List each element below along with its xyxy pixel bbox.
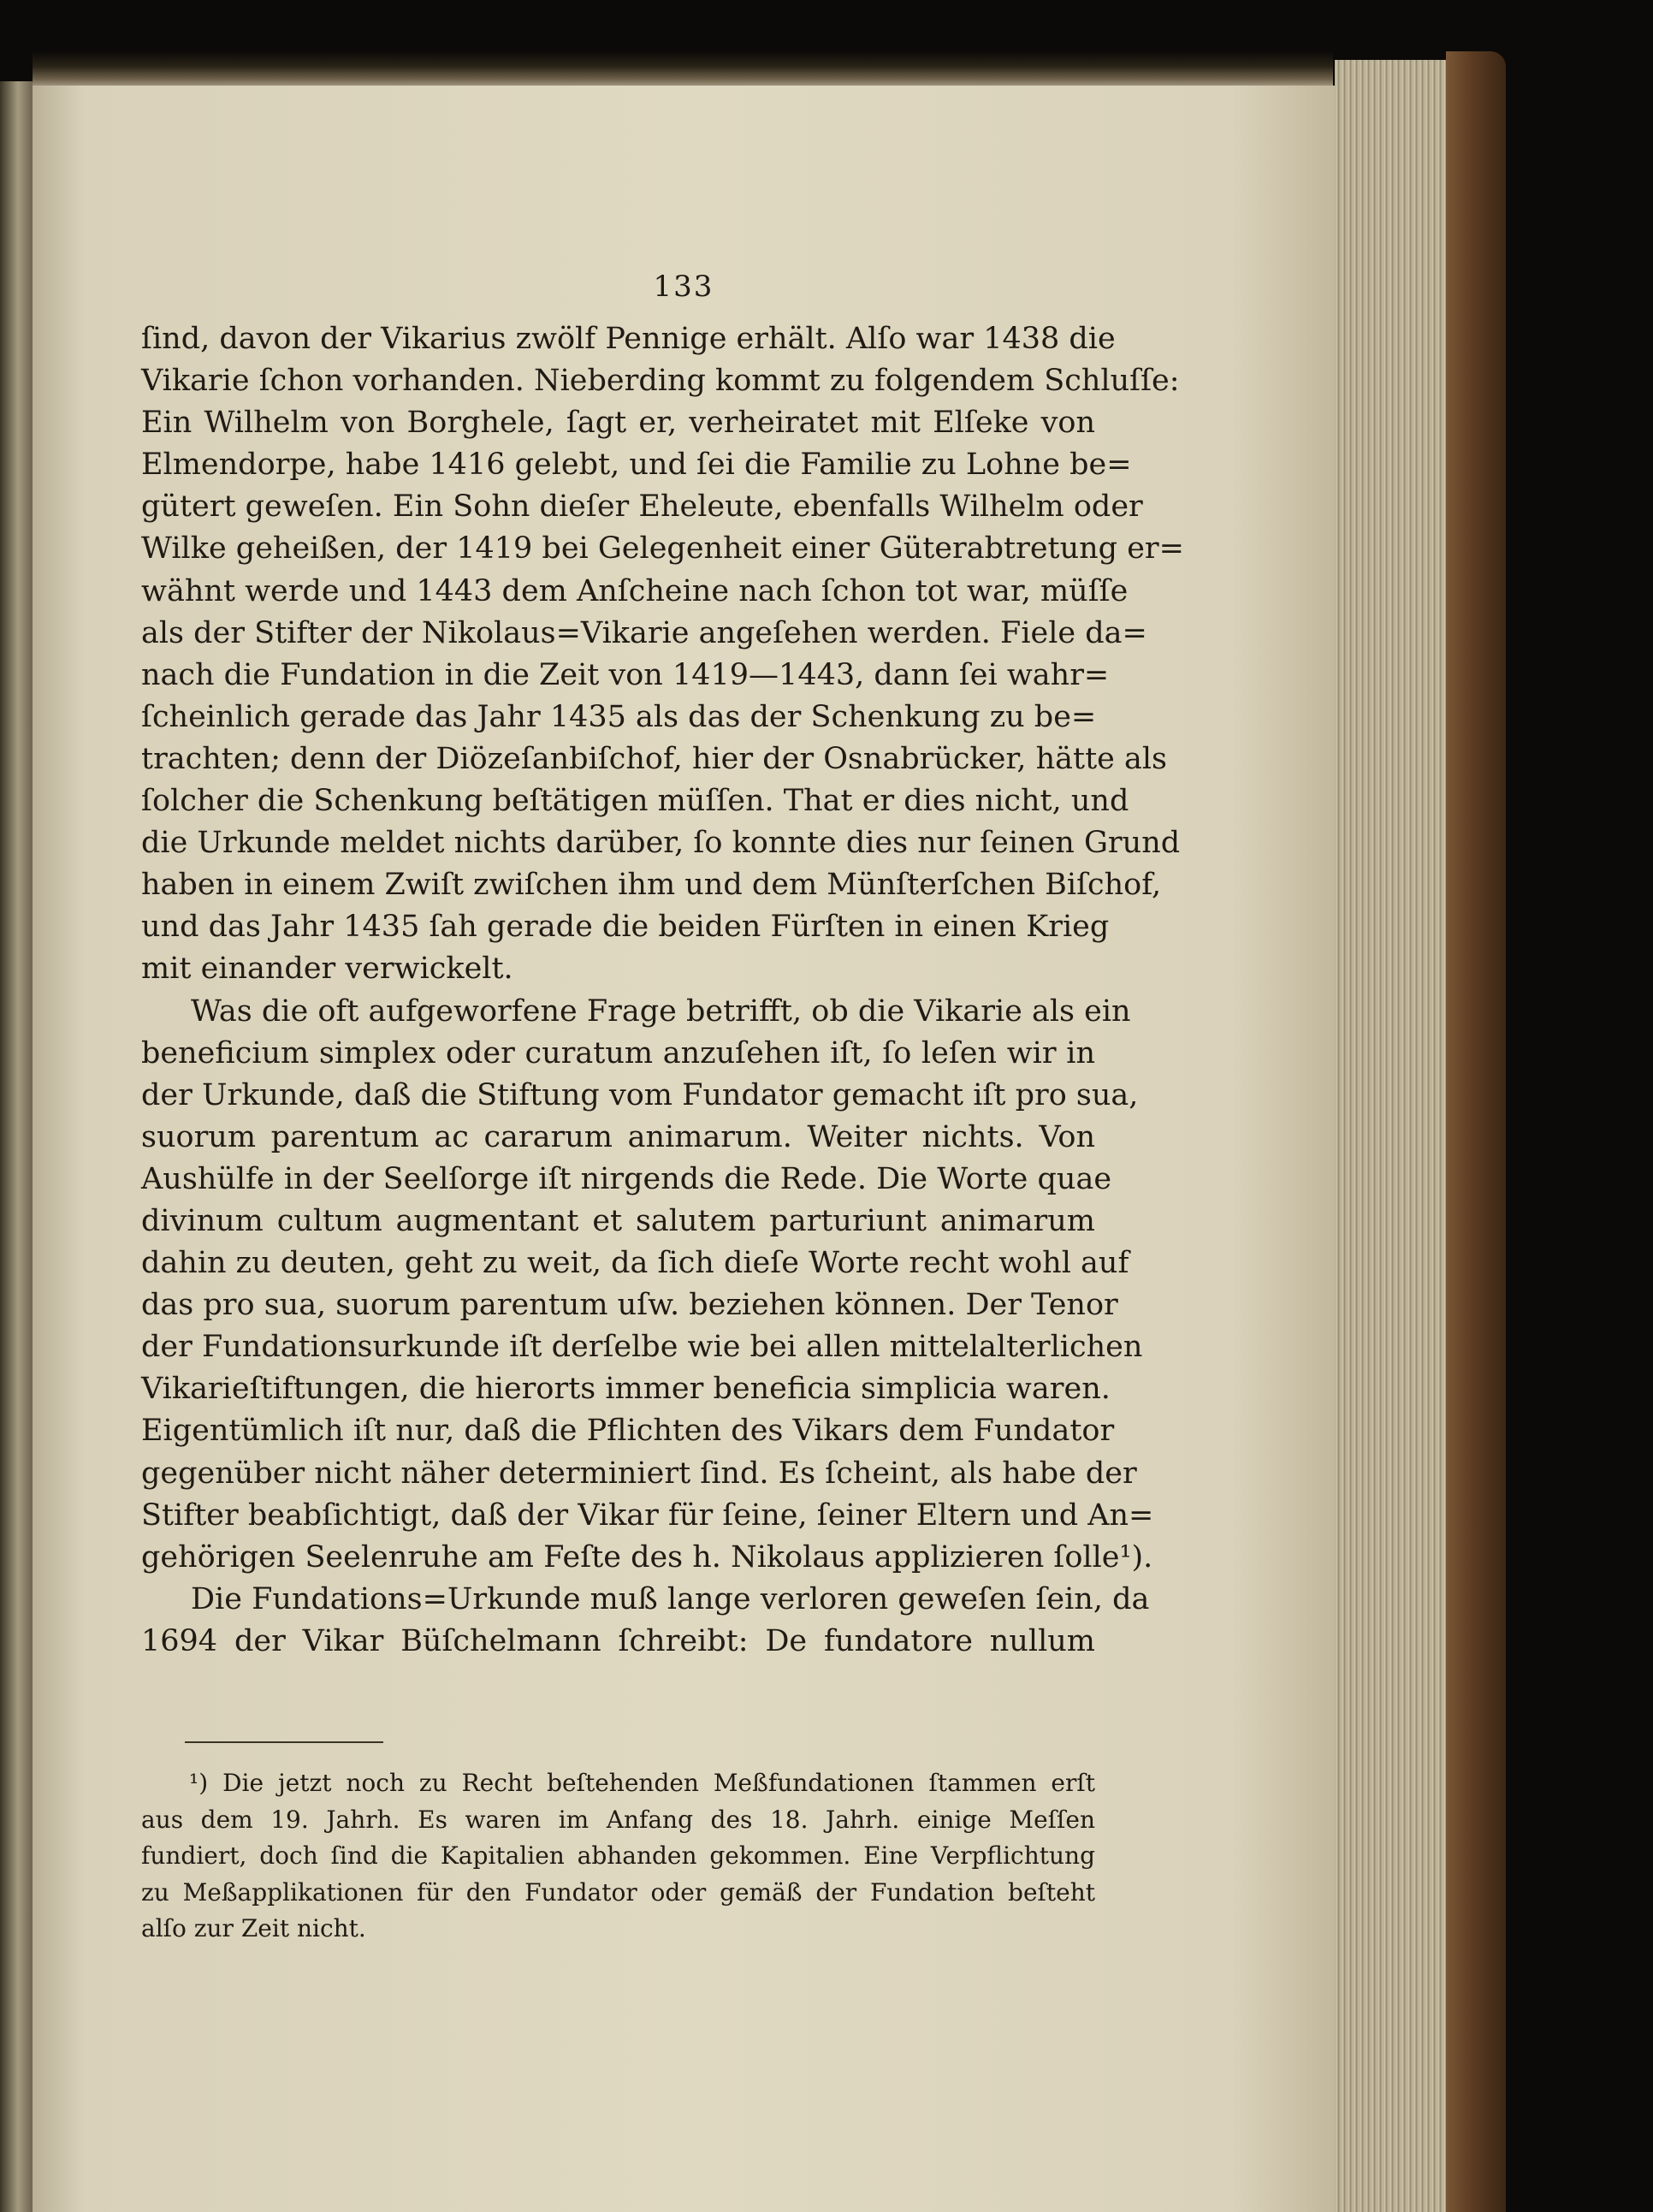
text-line: mit einander verwickelt. — [141, 952, 513, 987]
text-line: ſind, davon der Vikarius zwölf Pennige erhält. Alſo war 1438 die — [141, 322, 1116, 356]
text-line: nach die Fundation in die Zeit von 1419—1443, dann ſei wahr= — [141, 657, 1110, 692]
book-page — [33, 86, 1335, 2212]
text-line: wähnt werde und 1443 dem Anſcheine nach ſchon tot war, müſſe — [141, 573, 1129, 608]
book-binding — [33, 51, 1333, 86]
text-line: 1694 der Vikar Büſchelmann ſchreibt: De fundatore nullum — [141, 1623, 1095, 1658]
page-number: 133 — [653, 270, 714, 304]
footnote-separator — [185, 1741, 383, 1743]
text-line: der Urkunde, daß die Stiftung vom Fundator gemacht iſt pro sua, — [141, 1077, 1139, 1112]
text-line: Eigentümlich iſt nur, daß die Pflichten des Vikars dem Fundator — [141, 1414, 1115, 1449]
text-line: Wilke geheißen, der 1419 bei Gelegenheit einer Güterabtretung er= — [141, 531, 1184, 566]
text-line: Die Fundations=Urkunde muß lange verloren geweſen ſein, da — [191, 1581, 1150, 1616]
text-line: gehörigen Seelenruhe am Feſte des h. Nikolaus applizieren ſolle¹). — [141, 1539, 1153, 1574]
footnote-line: alſo zur Zeit nicht. — [141, 1914, 366, 1943]
text-line: als der Stifter der Nikolaus=Vikarie angeſehen werden. Fiele da= — [141, 615, 1147, 650]
body-text — [141, 318, 1184, 1663]
text-line: suorum parentum ac cararum animarum. Weiter nichts. Von — [141, 1119, 1095, 1154]
text-line: divinum cultum augmentant et salutem parturiunt animarum — [141, 1203, 1095, 1238]
footnotes — [141, 1765, 1095, 1948]
text-line: ſcheinlich gerade das Jahr 1435 als das der Schenkung zu be= — [141, 699, 1097, 734]
text-line: das pro sua, suorum parentum uſw. beziehen können. Der Tenor — [141, 1288, 1118, 1323]
text-line: ſolcher die Schenkung beſtätigen müſſen. That er dies nicht, und — [141, 784, 1129, 819]
text-line: dahin zu deuten, geht zu weit, da ſich dieſe Worte recht wohl auf — [141, 1246, 1129, 1281]
text-line: Vikarieſtiftungen, die hierorts immer beneficia simplicia waren. — [141, 1372, 1111, 1407]
book-cover-edge — [1446, 51, 1506, 2212]
text-line: Aushülfe in der Seelſorge iſt nirgends die Rede. Die Worte quae — [141, 1161, 1112, 1196]
text-line: die Urkunde meldet nichts darüber, ſo konnte dies nur ſeinen Grund — [141, 826, 1181, 861]
text-line: der Fundationsurkunde iſt derſelbe wie bei allen mittelalterlichen — [141, 1330, 1143, 1365]
text-line: gütert geweſen. Ein Sohn dieſer Eheleute, ebenfalls Wilhelm oder — [141, 489, 1143, 525]
text-line: Vikarie ſchon vorhanden. Nieberding kommt zu folgendem Schluſſe: — [141, 364, 1180, 399]
text-line: haben in einem Zwiſt zwiſchen ihm und dem Münſterſchen Biſchof, — [141, 868, 1162, 903]
footnote-line: zu Meßapplikationen für den Fundator oder gemäß der Fundation beſteht — [141, 1877, 1095, 1907]
text-line: trachten; denn der Diözeſanbiſchof, hier der Osnabrücker, hätte als — [141, 741, 1167, 776]
text-line: Ein Wilhelm von Borghele, ſagt er, verheiratet mit Elſeke von — [141, 406, 1095, 441]
text-line: Was die oft aufgeworfene Frage betrifft, ob die Vikarie als ein — [191, 993, 1131, 1029]
facing-page-edge — [0, 81, 33, 2212]
footnote-line: aus dem 19. Jahrh. Es waren im Anfang des 18. Jahrh. einige Meſſen — [141, 1805, 1095, 1834]
footnote-line: fundiert, doch ſind die Kapitalien abhanden gekommen. Eine Verpflichtung — [141, 1841, 1095, 1871]
text-line: Stifter beabſichtigt, daß der Vikar für ſeine, ſeiner Eltern und An= — [141, 1497, 1154, 1533]
text-line: gegenüber nicht näher determiniert ſind. Es ſcheint, als habe der — [141, 1456, 1137, 1491]
text-line: und das Jahr 1435 ſah gerade die beiden Fürſten in einen Krieg — [141, 910, 1110, 945]
text-line: Elmendorpe, habe 1416 gelebt, und ſei die Familie zu Lohne be= — [141, 448, 1132, 483]
text-line: beneficium simplex oder curatum anzuſehen iſt, ſo leſen wir in — [141, 1035, 1095, 1070]
footnote-line: ¹) Die jetzt noch zu Recht beſtehenden Meßfundationen ſtammen erſt — [189, 1769, 1095, 1797]
